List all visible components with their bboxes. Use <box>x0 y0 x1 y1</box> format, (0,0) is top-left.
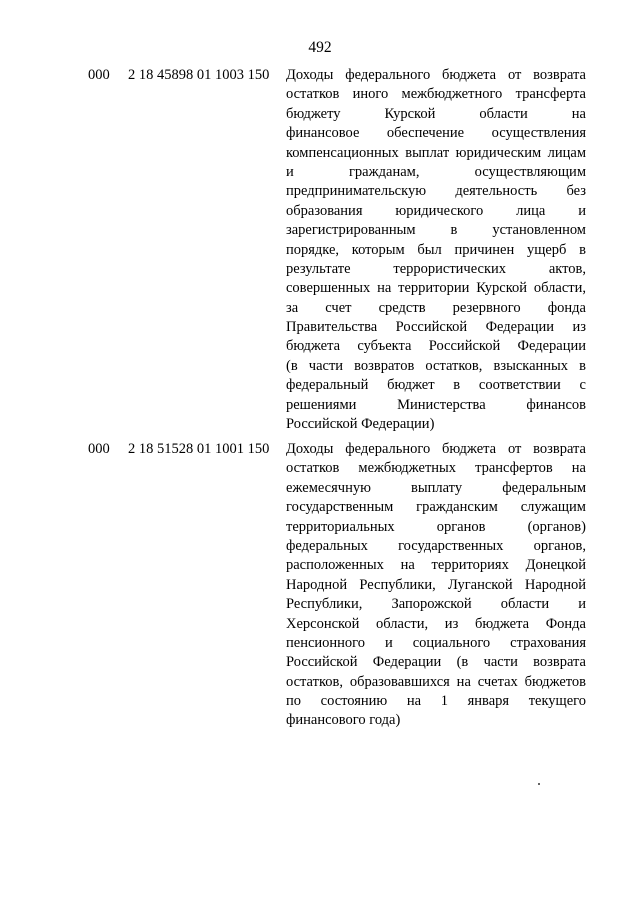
page-number: 492 <box>308 39 332 56</box>
description-line: государственным гражданским служащим <box>286 499 586 516</box>
description-line: пенсионного и социального страхования <box>286 634 586 651</box>
description-line: бюджету Курской области на <box>286 105 586 122</box>
description-line: по состоянию на 1 января текущего <box>286 693 586 710</box>
budget-classification-code: 2 18 51528 01 1001 150 <box>128 441 270 457</box>
entry-description <box>286 66 586 434</box>
description-line: федеральных государственных органов, <box>286 537 586 554</box>
description-line: Народной Республики, Луганской Народной <box>286 576 586 593</box>
description-line: порядке, которым был причинен ущерб в <box>286 241 586 258</box>
description-line: бюджета субъекта Российской Федерации <box>286 338 586 355</box>
description-line: (в части возвратов остатков, взысканных в <box>286 357 586 374</box>
description-line: территориальных органов (органов) <box>286 518 586 535</box>
description-line: за счет средств резервного фонда <box>286 299 586 316</box>
description-line: результате террористических актов, <box>286 260 586 277</box>
description-line: финансовое обеспечение осуществления <box>286 125 586 142</box>
description-line: зарегистрированным в установленном <box>286 222 586 239</box>
description-line: Российской Федерации (в части возврата <box>286 654 586 671</box>
description-line: Правительства Российской Федерации из <box>286 319 586 336</box>
description-line: остатков иного межбюджетного трансферта <box>286 86 586 103</box>
description-line: финансового года) <box>286 712 401 729</box>
description-line: и гражданам, осуществляющим <box>286 163 586 180</box>
description-line: решениями Министерства финансов <box>286 396 586 413</box>
description-line: образования юридического лица и <box>286 202 586 219</box>
description-line: Херсонской области, из бюджета Фонда <box>286 615 586 632</box>
entry-description <box>286 440 586 731</box>
description-line: предпринимательскую деятельность без <box>286 183 586 200</box>
description-line: федеральный бюджет в соответствии с <box>286 377 586 394</box>
description-line: Доходы федерального бюджета от возврата <box>286 441 586 457</box>
description-line: остатков межбюджетных трансфертов на <box>286 460 586 477</box>
description-line: Российской Федерации) <box>286 416 435 433</box>
description-line: компенсационных выплат юридическим лицам <box>286 144 586 161</box>
description-line: остатков, образовавшихся на счетах бюджетов <box>286 673 586 690</box>
description-line: расположенных на территориях Донецкой <box>286 557 586 574</box>
description-line: ежемесячную выплату федеральным <box>286 479 586 496</box>
description-line: Доходы федерального бюджета от возврата <box>286 67 586 83</box>
description-line: совершенных на территории Курской области, <box>286 280 586 297</box>
scan-speck <box>538 783 540 785</box>
budget-classification-code: 2 18 45898 01 1003 150 <box>128 67 270 83</box>
description-line: Республики, Запорожской области и <box>286 596 586 613</box>
admin-code: 000 <box>88 441 110 457</box>
admin-code: 000 <box>88 67 110 83</box>
